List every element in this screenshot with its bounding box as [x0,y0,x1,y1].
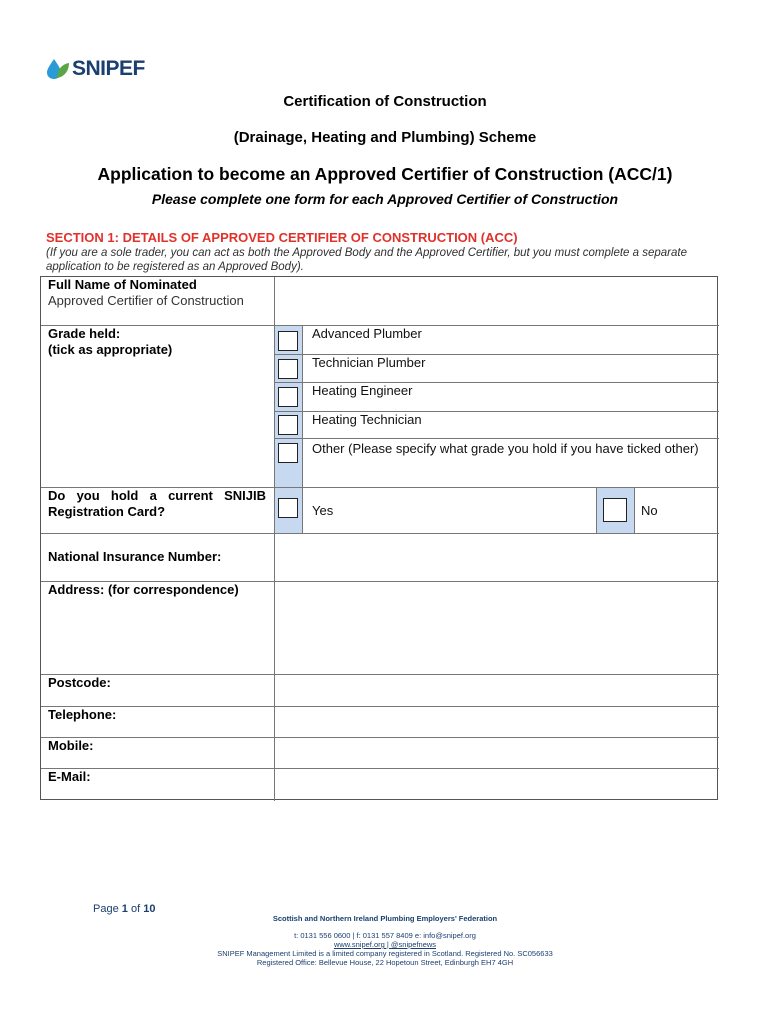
snijib-yes-checkbox[interactable] [278,498,298,518]
subtitle: Please complete one form for each Approved Certifier of Construction [151,191,619,207]
technician-plumber-checkbox[interactable] [278,359,298,379]
advanced-plumber-checkbox[interactable] [278,331,298,351]
title-scheme: (Drainage, Heating and Plumbing) Scheme [233,129,537,146]
postcode-field[interactable] [275,675,718,706]
grade-label: Grade held: [48,326,121,341]
section-note: (If you are a sole trader, you can act as both the Approved Body and the Approved Certifier, but you must complete a separate application to be registered as an Approved Body). [46,247,687,273]
footer-org: Scottish and Northern Ireland Plumbing Employers' Federation [272,914,498,923]
snijib-no-checkbox[interactable] [603,498,627,522]
mobile-field[interactable] [275,738,718,768]
email-label: E-Mail: [48,769,91,784]
title-application: Application to become an Approved Certifier of Construction (ACC/1) [97,164,673,184]
footer-web-link[interactable]: www.snipef.org | @snipefnews [333,940,437,949]
ni-number-field[interactable] [275,534,718,581]
other-grade-label: Other (Please specify what grade you hold if you have ticked other) [312,441,699,456]
water-drop-leaf-icon [46,58,70,80]
full-name-label: Full Name of Nominated [48,277,197,292]
postcode-label: Postcode: [48,675,111,690]
page-number: Page 1 of 10 [93,903,156,915]
heating-engineer-checkbox[interactable] [278,387,298,407]
heating-engineer-label: Heating Engineer [312,383,413,398]
logo-text: SNIPEF [72,57,145,80]
address-field[interactable] [275,582,718,674]
footer-contact: t: 0131 556 0600 | f: 0131 557 8409 e: info@snipef.org [294,931,476,940]
details-form [40,276,718,800]
email-field[interactable] [275,769,718,800]
footer-office: Registered Office: Bellevue House, 22 Hopetoun Street, Edinburgh EH7 4GH [256,958,514,967]
heating-technician-label: Heating Technician [312,412,422,427]
title-certification: Certification of Construction [283,93,487,110]
footer-legal: SNIPEF Management Limited is a limited company registered in Scotland. Registered No. SC056633 [217,949,553,958]
other-grade-checkbox[interactable] [278,443,298,463]
snipef-logo [46,57,145,81]
mobile-label: Mobile: [48,738,94,753]
grade-hint: (tick as appropriate) [48,342,173,357]
heating-technician-checkbox[interactable] [278,415,298,435]
telephone-label: Telephone: [48,707,117,722]
telephone-field[interactable] [275,707,718,737]
address-label: Address: (for correspondence) [48,582,239,597]
full-name-field[interactable] [275,277,718,325]
ni-number-label: National Insurance Number: [48,549,222,564]
section-title: SECTION 1: DETAILS OF APPROVED CERTIFIER OF CONSTRUCTION (ACC) [46,230,518,245]
technician-plumber-label: Technician Plumber [312,355,426,370]
snijib-label: Do you hold a current SNIJIB Registration Card? [48,488,266,519]
snijib-yes-label: Yes [312,503,334,518]
snijib-no-label: No [641,503,658,518]
full-name-sublabel: Approved Certifier of Construction [48,293,244,308]
advanced-plumber-label: Advanced Plumber [312,326,422,341]
